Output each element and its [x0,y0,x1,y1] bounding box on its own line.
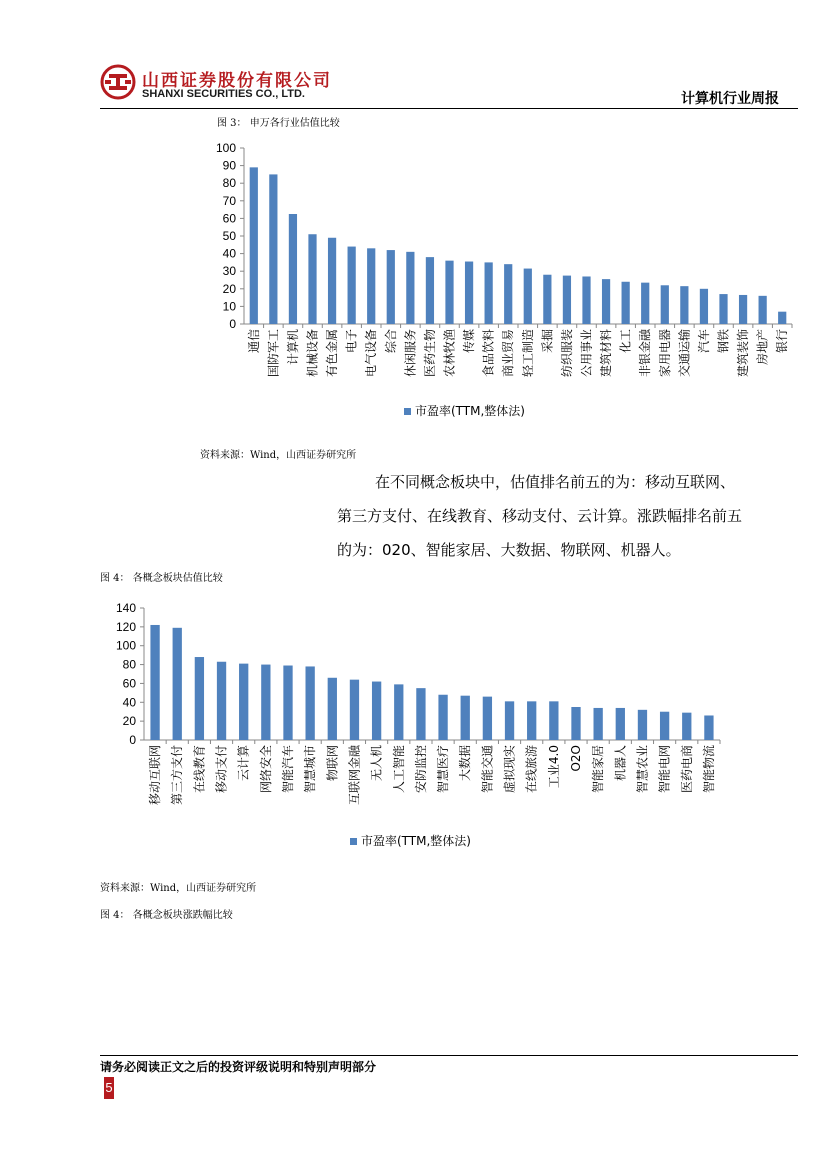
y-tick-label: 20 [122,714,136,729]
x-tick-label: 化工 [618,329,633,354]
paragraph-line-3: 的为：020、智能家居、大数据、物联网、机器人。 [337,541,681,559]
bar [602,279,610,324]
x-tick-label: 无人机 [369,745,384,782]
body-paragraph [337,465,787,567]
y-tick-label: 70 [222,193,236,208]
x-tick-label: 互联网金融 [347,745,362,806]
bar [622,282,630,324]
bar [638,710,647,740]
bar [524,269,532,324]
bar [504,264,512,324]
x-tick-label: 钢铁 [716,329,731,354]
chart-legend [350,833,471,848]
bar [549,701,558,740]
bar [571,707,580,740]
y-tick-label: 40 [222,246,236,261]
bar [682,713,691,740]
bar [250,167,258,324]
bar [328,678,337,740]
y-tick-label: 120 [115,619,136,634]
bar [261,665,270,740]
bar [239,664,248,740]
x-tick-label: 建筑装饰 [736,329,751,378]
bar [465,262,473,324]
bar [563,276,571,324]
y-tick-label: 0 [229,317,236,331]
x-tick-label: 智能汽车 [281,745,295,794]
bar [700,289,708,324]
bar [289,214,297,324]
x-tick-label: 智慧医疗 [436,745,451,794]
legend-swatch [404,408,411,415]
bar [150,625,159,740]
x-tick-label: 虚拟现实 [502,745,517,794]
x-tick-label: 移动互联网 [148,745,163,806]
bar [283,666,292,740]
y-tick-label: 20 [222,281,236,296]
bar [661,285,669,324]
x-tick-label: 通信 [246,329,261,354]
bar [641,283,649,324]
bar [505,701,514,740]
bar [308,234,316,324]
bar [485,262,493,324]
x-tick-label: 电子 [344,329,359,354]
footer-disclaimer: 请务必阅读正文之后的投资评级说明和特别声明部分 [100,1060,377,1074]
x-tick-label: 机器人 [613,745,628,782]
y-tick-label: 50 [222,229,236,243]
figure4-source: 资料来源：Wind，山西证券研究所 [100,883,257,894]
y-tick-label: 0 [129,733,136,747]
y-tick-label: 10 [222,299,236,314]
x-tick-label: 智能物流 [701,745,716,794]
report-title: 计算机行业周报 [681,91,779,107]
y-tick-label: 100 [115,638,136,653]
x-tick-label: 食品饮料 [481,329,496,378]
bar [483,697,492,740]
y-tick-label: 40 [122,695,136,710]
x-tick-label: 大数据 [458,745,473,782]
bar [778,312,786,324]
x-tick-label: 人工智能 [391,745,406,794]
x-tick-label: 工业4.0 [546,745,561,789]
y-tick-label: 100 [215,141,236,155]
x-tick-label: 医药电商 [679,745,694,794]
x-tick-label: 建筑材料 [599,329,614,378]
x-tick-label: 公用事业 [579,329,594,378]
bar [426,257,434,324]
x-tick-label: 智慧城市 [303,745,318,794]
figure3-caption: 图 3： 申万各行业估值比较 [217,118,340,129]
bar [445,261,453,324]
x-tick-label: 纺织服装 [559,329,574,378]
concept-valuation-chart [100,598,740,856]
y-tick-label: 30 [222,264,236,279]
bar [527,701,536,740]
y-tick-label: 140 [115,601,136,615]
x-tick-label: 有色金属 [325,329,340,378]
x-tick-label: 交通运输 [677,329,692,378]
bar [582,276,590,324]
page-number: 5 [104,1077,114,1099]
x-tick-label: 汽车 [696,329,711,354]
bar [387,250,395,324]
figure3-source: 资料来源：Wind，山西证券研究所 [200,450,357,461]
bar [195,657,204,740]
x-tick-label: 智能电网 [657,745,672,794]
bar [350,680,359,740]
x-tick-label: 银行 [775,329,790,354]
x-tick-label: 农林牧渔 [442,329,457,378]
y-tick-label: 80 [222,176,236,191]
bar [416,688,425,740]
company-name-en: SHANXI SECURITIES CO., LTD. [142,88,305,100]
x-tick-label: 家用电器 [657,329,672,378]
x-tick-label: 综合 [383,329,398,354]
x-tick-label: 休闲服务 [403,329,418,378]
y-tick-label: 60 [222,211,236,226]
figure5-caption: 图 4： 各概念板块涨跌幅比较 [100,910,233,921]
x-tick-label: 云计算 [236,745,251,782]
bar [306,666,315,740]
x-tick-label: 物联网 [325,745,340,782]
bar [328,238,336,324]
x-tick-label: 采掘 [540,329,555,354]
bar [704,715,713,740]
x-tick-label: 非银金融 [638,329,653,378]
y-tick-label: 60 [122,676,136,691]
legend-swatch [350,838,357,845]
industry-valuation-chart [200,135,800,425]
x-tick-label: 第三方支付 [170,745,185,806]
x-tick-label: 机械设备 [305,329,320,378]
x-tick-label: 移动支付 [214,745,229,794]
bar [594,708,603,740]
bar [269,174,277,324]
x-tick-label: 轻工制造 [520,329,535,378]
bar [394,684,403,740]
bar [173,628,182,740]
bar [759,296,767,324]
x-tick-label: 商业贸易 [501,329,516,378]
x-tick-label: 智能交通 [480,745,495,794]
x-tick-label: 医药生物 [422,329,437,378]
bar [719,294,727,324]
bar [616,708,625,740]
x-tick-label: 智能家居 [591,745,606,794]
bar [438,695,447,740]
x-tick-label: 智慧农业 [635,745,650,794]
header-divider [100,108,798,109]
y-tick-label: 80 [122,657,136,672]
x-tick-label: 在线教育 [192,745,207,794]
x-tick-label: 传媒 [462,329,477,354]
bar [348,247,356,324]
chart-legend [404,403,525,418]
bar [217,662,226,740]
paragraph-line-1: 在不同概念板块中，估值排名前五的为：移动互联网、 [375,473,736,491]
bar [367,248,375,324]
bar [739,295,747,324]
x-tick-label: 房地产 [755,329,770,366]
legend-label: 市盈率(TTM,整体法) [415,404,525,418]
figure4-caption: 图 4： 各概念板块估值比较 [100,573,223,584]
footer-divider [100,1055,798,1056]
paragraph-line-2: 第三方支付、在线教育、移动支付、云计算。涨跌幅排名前五 [337,507,743,525]
x-tick-label: 网络安全 [258,745,273,794]
x-tick-label: 安防监控 [413,745,428,794]
x-tick-label: 国防军工 [266,329,281,378]
bar [680,286,688,324]
y-tick-label: 90 [222,158,236,173]
x-tick-label: 电气设备 [364,329,379,378]
x-tick-label: 计算机 [285,329,300,366]
x-tick-label: O2O [569,745,583,772]
company-name-cn: 山西证券股份有限公司 [142,71,332,91]
bar [543,275,551,324]
bar [406,252,414,324]
company-logo-icon [100,64,136,100]
legend-label: 市盈率(TTM,整体法) [361,834,471,848]
bar [660,712,669,740]
bar [372,682,381,740]
x-tick-label: 在线旅游 [524,745,539,794]
bar [461,696,470,740]
